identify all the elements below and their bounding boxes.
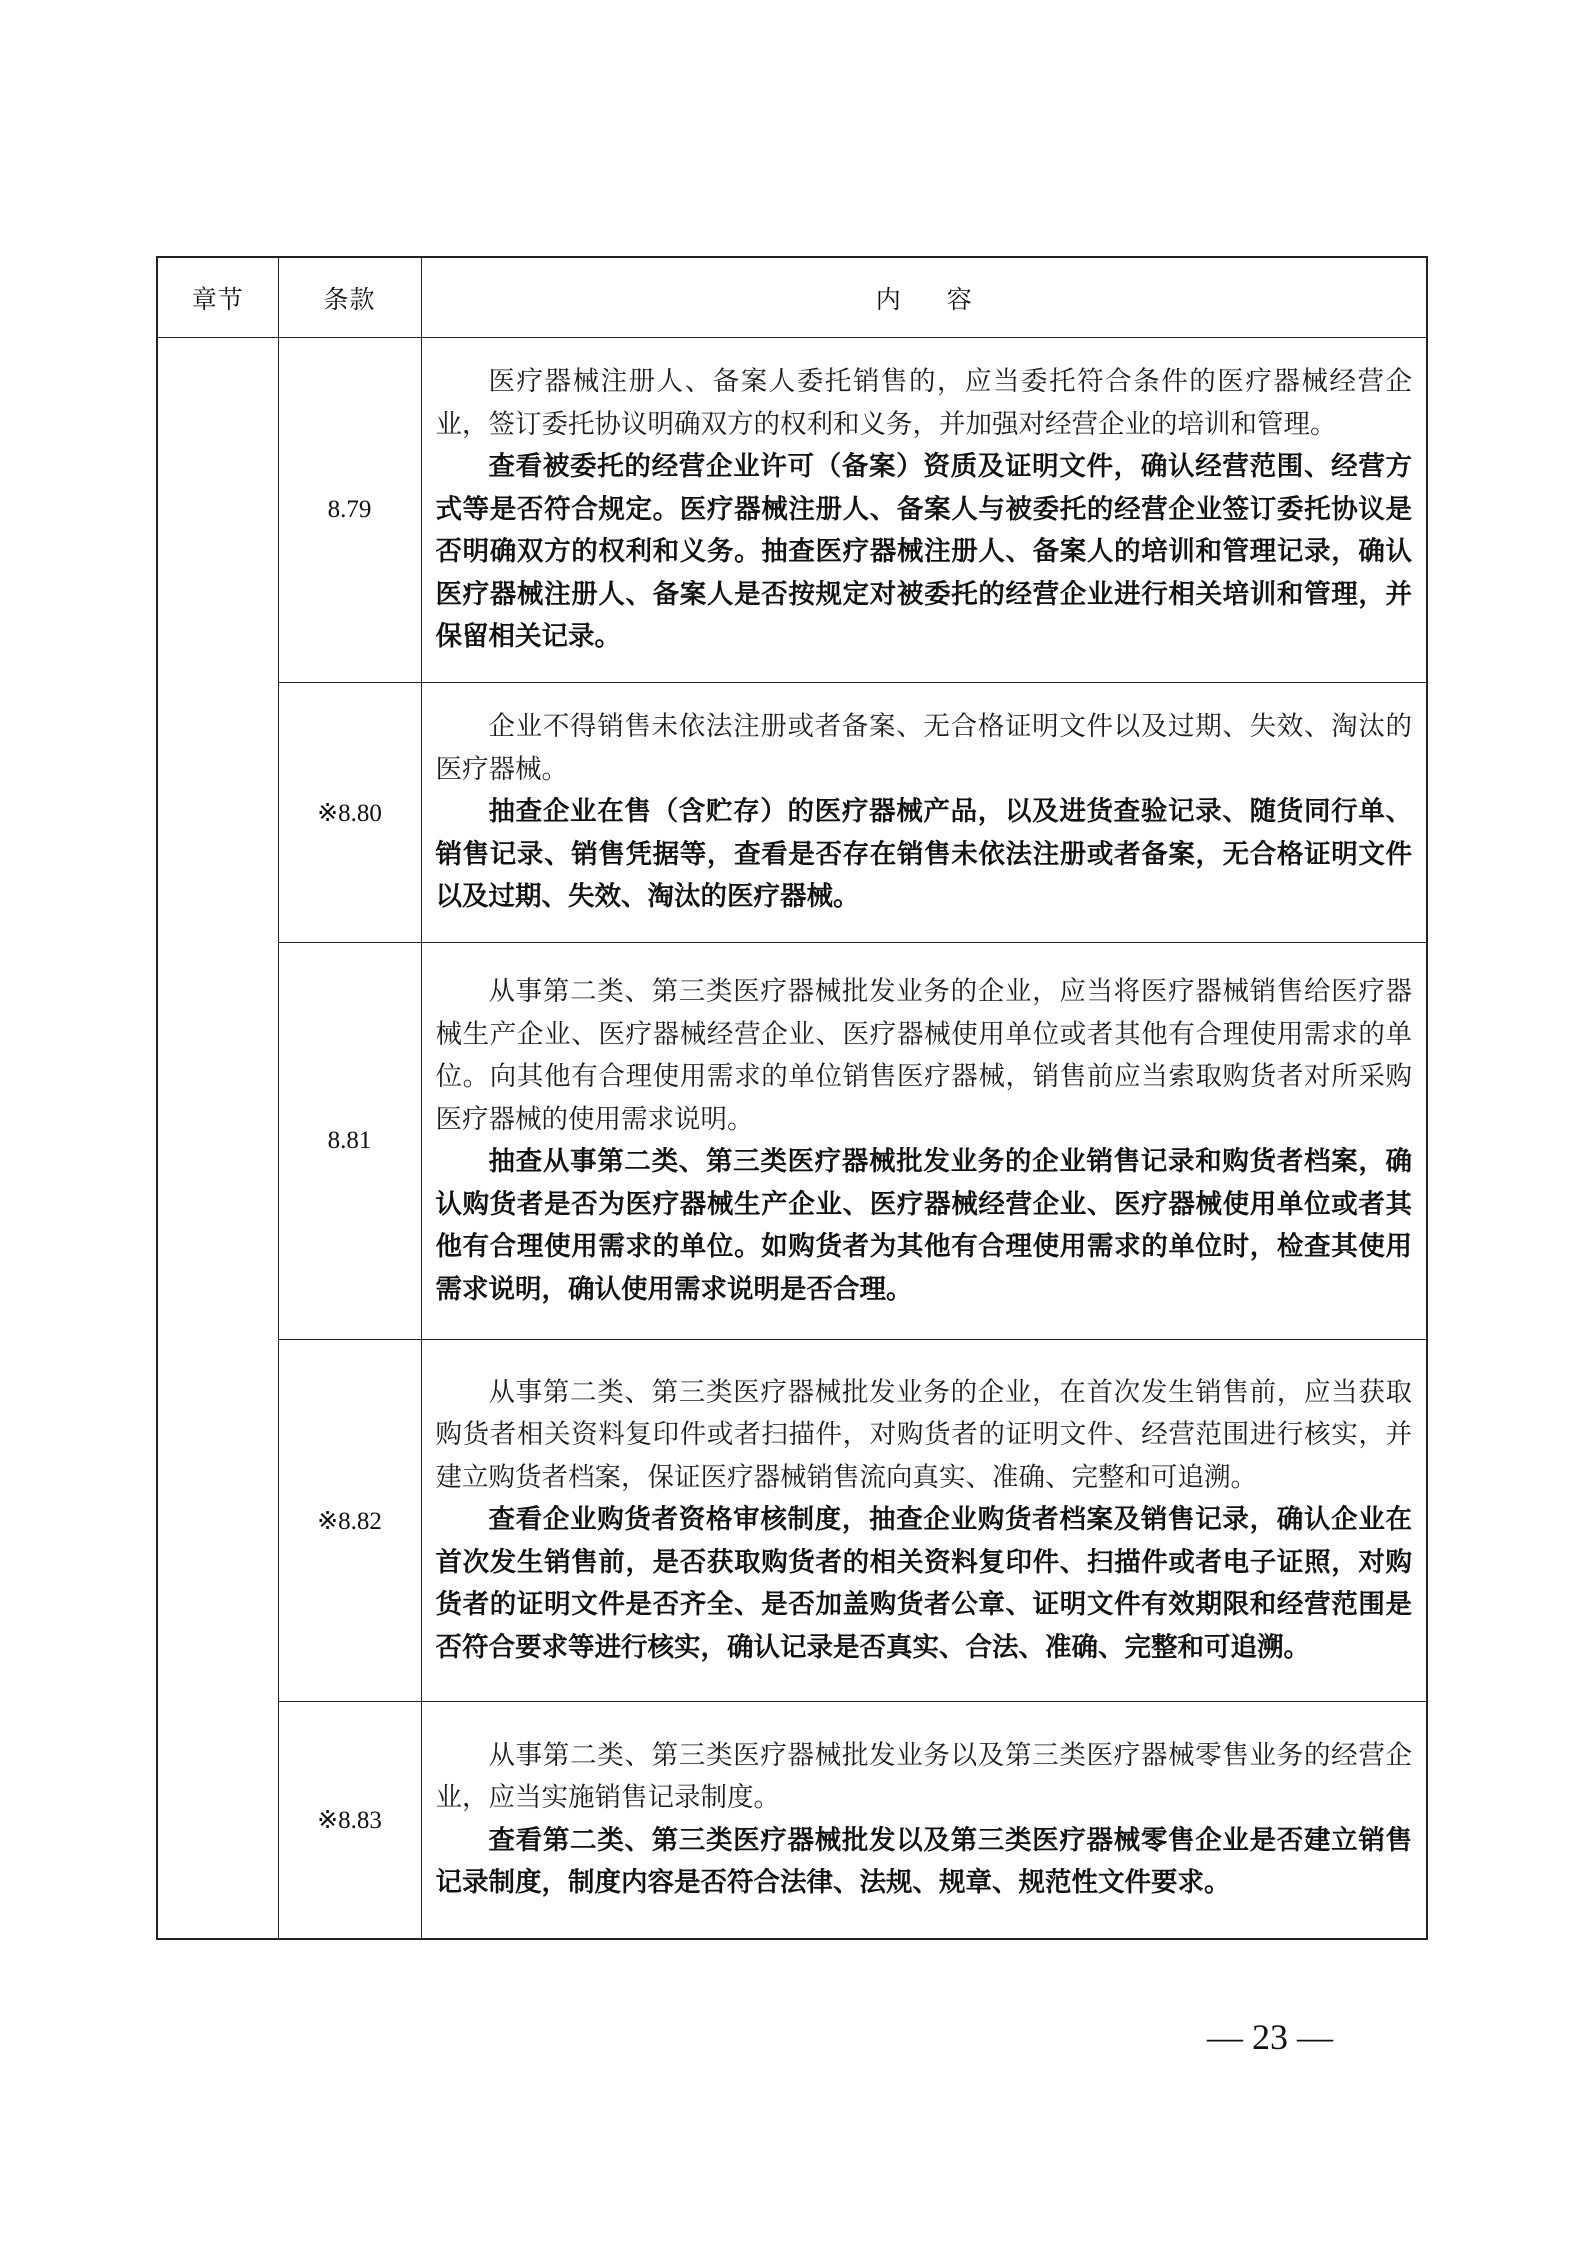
clause-number: 8.81 [278, 943, 421, 1340]
table-row [157, 1702, 1427, 1939]
inspection-table [156, 256, 1428, 1940]
check-method-text: 查看被委托的经营企业许可（备案）资质及证明文件，确认经营范围、经营方式等是否符合规定。医疗器械注册人、备案人与被委托的经营企业签订委托协议是否明确双方的权利和义务。抽查医疗器械注册人、备案人的培训和管理记录，确认医疗器械注册人、备案人是否按规定对被委托的经营企业进行相关培训和管理，并保留相关记录。 [435, 451, 1412, 653]
requirement-text: 企业不得销售未依法注册或者备案、无合格证明文件以及过期、失效、淘汰的医疗器械。 [435, 711, 1412, 785]
table-header-row [157, 257, 1427, 338]
requirement-text: 从事第二类、第三类医疗器械批发业务的企业，应当将医疗器械销售给医疗器械生产企业、医疗器械经营企业、医疗器械使用单位或者其他有合理使用需求的单位。向其他有合理使用需求的单位销售医疗器械，销售前应当索取购货者对所采购医疗器械的使用需求说明。 [435, 976, 1412, 1135]
check-method-text: 查看企业购货者资格审核制度，抽查企业购货者档案及销售记录，确认企业在首次发生销售前，是否获取购货者的相关资料复印件、扫描件或者电子证照，对购货者的证明文件是否齐全、是否加盖购货者公章、证明文件有效期限和经营范围是否符合要求等进行核实，确认记录是否真实、合法、准确、完整和可追溯。 [435, 1504, 1412, 1663]
check-method-text: 抽查从事第二类、第三类医疗器械批发业务的企业销售记录和购货者档案，确认购货者是否为医疗器械生产企业、医疗器械经营企业、医疗器械使用单位或者其他有合理使用需求的单位。如购货者为其他有合理使用需求的单位时，检查其使用需求说明，确认使用需求说明是否合理。 [435, 1146, 1412, 1305]
clause-number: ※8.80 [278, 683, 421, 943]
requirement-text: 从事第二类、第三类医疗器械批发业务以及第三类医疗器械零售业务的经营企业，应当实施销售记录制度。 [435, 1739, 1412, 1814]
check-method-text: 查看第二类、第三类医疗器械批发以及第三类医疗器械零售企业是否建立销售记录制度，制度内容是否符合法律、法规、规章、规范性文件要求。 [435, 1824, 1412, 1899]
check-method-text: 抽查企业在售（含贮存）的医疗器械产品，以及进货查验记录、随货同行单、销售记录、销售凭据等，查看是否存在销售未依法注册或者备案，无合格证明文件以及过期、失效、淘汰的医疗器械。 [435, 796, 1412, 913]
clause-content [421, 1702, 1427, 1939]
clause-content [421, 683, 1427, 943]
table-row [157, 338, 1427, 683]
requirement-text: 医疗器械注册人、备案人委托销售的，应当委托符合条件的医疗器械经营企业，签订委托协议明确双方的权利和义务，并加强对经营企业的培训和管理。 [435, 366, 1412, 440]
clause-content [421, 338, 1427, 683]
clause-content [421, 1340, 1427, 1702]
table-row [157, 943, 1427, 1340]
header-chapter: 章节 [157, 257, 278, 338]
header-content: 内容 [421, 257, 1427, 338]
clause-content [421, 943, 1427, 1340]
table-row [157, 1340, 1427, 1702]
clause-number: ※8.83 [278, 1702, 421, 1939]
clause-number: ※8.82 [278, 1340, 421, 1702]
table-row [157, 683, 1427, 943]
chapter-cell [157, 338, 278, 1939]
page-number: — 23 — [1207, 2017, 1333, 2057]
requirement-text: 从事第二类、第三类医疗器械批发业务的企业，在首次发生销售前，应当获取购货者相关资料复印件或者扫描件，对购货者的证明文件、经营范围进行核实，并建立购货者档案，保证医疗器械销售流向真实、准确、完整和可追溯。 [435, 1376, 1412, 1493]
header-clause: 条款 [278, 257, 421, 338]
clause-number: 8.79 [278, 338, 421, 683]
